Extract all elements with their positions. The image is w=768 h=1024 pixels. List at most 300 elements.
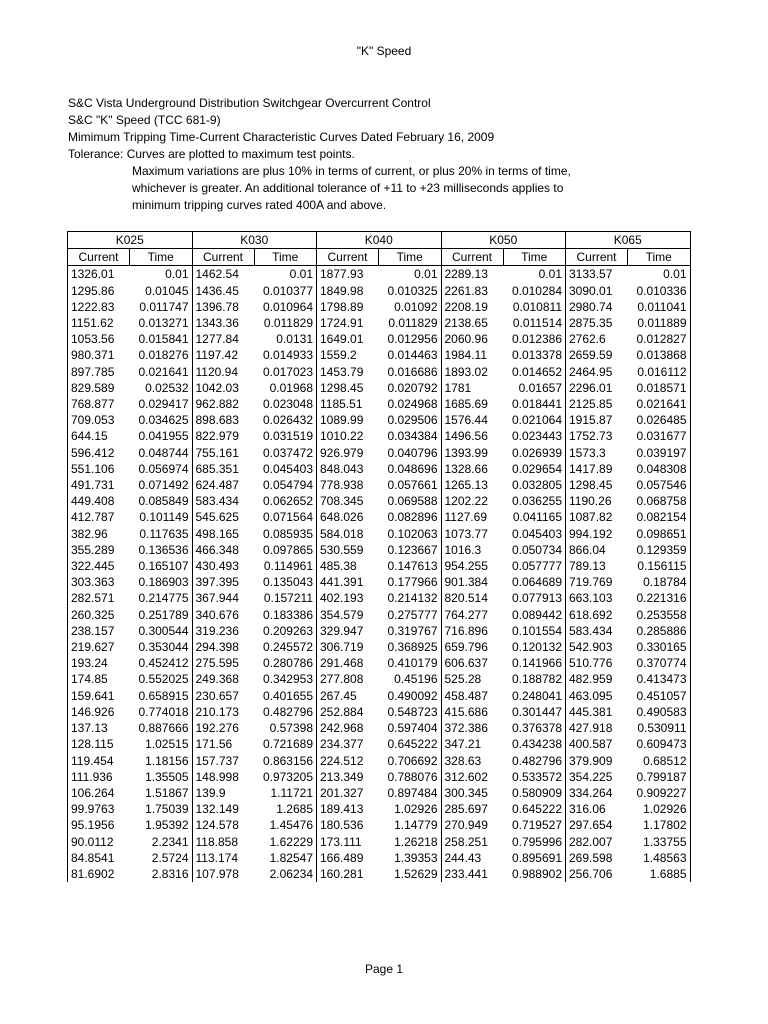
current-cell: 778.938 (317, 477, 379, 493)
time-cell: 0.068758 (628, 493, 691, 509)
table-body (68, 266, 691, 882)
tolerance-line (68, 146, 748, 163)
time-cell: 0.451057 (628, 688, 691, 704)
current-cell: 282.007 (566, 834, 628, 850)
current-cell: 498.165 (192, 526, 254, 542)
current-cell: 1496.56 (441, 428, 503, 444)
current-cell: 81.6902 (68, 866, 130, 882)
current-cell: 355.289 (68, 542, 130, 558)
current-cell: 329.947 (317, 623, 379, 639)
table-row (68, 785, 691, 801)
current-cell: 124.578 (192, 817, 254, 833)
table-row (68, 704, 691, 720)
table-row (68, 590, 691, 606)
time-cell: 1.18156 (130, 753, 193, 769)
current-cell: 3090.01 (566, 283, 628, 299)
current-cell: 1277.84 (192, 331, 254, 347)
current-cell: 1222.83 (68, 299, 130, 315)
table-row (68, 558, 691, 574)
current-cell: 764.277 (441, 607, 503, 623)
time-cell: 1.6885 (628, 866, 691, 882)
current-cell: 171.56 (192, 736, 254, 752)
current-cell: 898.683 (192, 412, 254, 428)
table-row (68, 623, 691, 639)
current-cell: 2980.74 (566, 299, 628, 315)
table-row (68, 866, 691, 882)
current-cell: 84.8541 (68, 850, 130, 866)
table-row (68, 817, 691, 833)
current-cell: 340.676 (192, 607, 254, 623)
current-cell: 2296.01 (566, 380, 628, 396)
current-cell: 118.858 (192, 834, 254, 850)
time-cell: 0.014463 (379, 347, 442, 363)
time-cell: 0.018571 (628, 380, 691, 396)
time-cell: 0.658915 (130, 688, 193, 704)
table-row (68, 850, 691, 866)
current-cell: 157.737 (192, 753, 254, 769)
time-cell: 0.01657 (503, 380, 566, 396)
time-cell: 0.020792 (379, 380, 442, 396)
time-cell: 0.010811 (503, 299, 566, 315)
time-cell: 0.011514 (503, 315, 566, 331)
current-cell: 372.386 (441, 720, 503, 736)
time-cell: 0.023048 (254, 396, 317, 412)
time-cell: 0.041165 (503, 509, 566, 525)
group-header-k025: K025 (68, 232, 193, 249)
current-cell: 224.512 (317, 753, 379, 769)
time-cell: 0.721689 (254, 736, 317, 752)
time-cell: 0.034384 (379, 428, 442, 444)
column-header-time: Time (628, 249, 691, 266)
current-cell: 1573.3 (566, 445, 628, 461)
table-row (68, 671, 691, 687)
time-cell: 0.01968 (254, 380, 317, 396)
current-cell: 1089.99 (317, 412, 379, 428)
current-cell: 618.692 (566, 607, 628, 623)
current-cell: 491.731 (68, 477, 130, 493)
current-cell: 1010.22 (317, 428, 379, 444)
time-cell: 0.011747 (130, 299, 193, 315)
time-cell: 0.013868 (628, 347, 691, 363)
current-cell: 2464.95 (566, 364, 628, 380)
time-cell: 0.45196 (379, 671, 442, 687)
current-cell: 1393.99 (441, 445, 503, 461)
time-cell: 0.895691 (503, 850, 566, 866)
time-cell: 0.010284 (503, 283, 566, 299)
current-cell: 482.959 (566, 671, 628, 687)
table-row (68, 526, 691, 542)
time-cell: 1.48563 (628, 850, 691, 866)
time-cell: 0.010377 (254, 283, 317, 299)
time-cell: 2.06234 (254, 866, 317, 882)
current-cell: 148.998 (192, 769, 254, 785)
current-cell: 583.434 (192, 493, 254, 509)
column-header-current: Current (441, 249, 503, 266)
table-row (68, 834, 691, 850)
current-cell: 260.325 (68, 607, 130, 623)
time-cell: 0.039197 (628, 445, 691, 461)
current-cell: 219.627 (68, 639, 130, 655)
current-cell: 708.345 (317, 493, 379, 509)
time-cell: 0.01 (503, 266, 566, 283)
time-cell: 0.68512 (628, 753, 691, 769)
current-cell: 709.053 (68, 412, 130, 428)
table-row (68, 801, 691, 817)
current-cell: 624.487 (192, 477, 254, 493)
tolerance-line-4: minimum tripping curves rated 400A and above. (132, 198, 387, 212)
time-cell: 0.209263 (254, 623, 317, 639)
current-cell: 189.413 (317, 801, 379, 817)
time-cell: 0.048308 (628, 461, 691, 477)
current-cell: 1436.45 (192, 283, 254, 299)
current-cell: 1326.01 (68, 266, 130, 283)
time-cell: 0.548723 (379, 704, 442, 720)
time-cell: 0.280786 (254, 655, 317, 671)
current-cell: 1649.01 (317, 331, 379, 347)
time-cell: 0.071492 (130, 477, 193, 493)
time-cell: 0.011829 (254, 315, 317, 331)
current-cell: 252.884 (317, 704, 379, 720)
time-cell: 0.186903 (130, 574, 193, 590)
time-cell: 0.533572 (503, 769, 566, 785)
current-cell: 648.026 (317, 509, 379, 525)
time-cell: 0.330165 (628, 639, 691, 655)
column-header-current: Current (317, 249, 379, 266)
time-cell: 0.017023 (254, 364, 317, 380)
time-cell: 0.490092 (379, 688, 442, 704)
time-cell: 0.057777 (503, 558, 566, 574)
time-cell: 1.33755 (628, 834, 691, 850)
current-cell: 897.785 (68, 364, 130, 380)
time-cell: 0.010325 (379, 283, 442, 299)
time-cell: 0.026432 (254, 412, 317, 428)
time-cell: 1.11721 (254, 785, 317, 801)
time-cell: 0.098651 (628, 526, 691, 542)
time-cell: 0.012827 (628, 331, 691, 347)
current-cell: 354.579 (317, 607, 379, 623)
current-cell: 768.877 (68, 396, 130, 412)
current-cell: 445.381 (566, 704, 628, 720)
current-cell: 1042.03 (192, 380, 254, 396)
current-cell: 354.225 (566, 769, 628, 785)
current-cell: 119.454 (68, 753, 130, 769)
current-cell: 137.13 (68, 720, 130, 736)
time-cell: 0.011041 (628, 299, 691, 315)
time-cell: 0.795996 (503, 834, 566, 850)
current-cell: 663.103 (566, 590, 628, 606)
time-cell: 0.01092 (379, 299, 442, 315)
time-cell: 0.799187 (628, 769, 691, 785)
table-row (68, 283, 691, 299)
time-cell: 0.045403 (254, 461, 317, 477)
time-cell: 0.01 (130, 266, 193, 283)
time-cell: 0.040796 (379, 445, 442, 461)
table-row (68, 364, 691, 380)
current-cell: 458.487 (441, 688, 503, 704)
current-cell: 95.1956 (68, 817, 130, 833)
current-cell: 644.15 (68, 428, 130, 444)
time-cell: 0.410179 (379, 655, 442, 671)
group-header-k050: K050 (441, 232, 566, 249)
time-cell: 0.774018 (130, 704, 193, 720)
table-row (68, 299, 691, 315)
column-header-current: Current (192, 249, 254, 266)
current-cell: 277.808 (317, 671, 379, 687)
current-cell: 316.06 (566, 801, 628, 817)
current-cell: 1559.2 (317, 347, 379, 363)
time-cell: 0.016686 (379, 364, 442, 380)
current-cell: 901.384 (441, 574, 503, 590)
time-cell: 1.75039 (130, 801, 193, 817)
current-cell: 1781 (441, 380, 503, 396)
time-cell: 0.010336 (628, 283, 691, 299)
current-cell: 449.408 (68, 493, 130, 509)
column-header-current: Current (566, 249, 628, 266)
table-row (68, 720, 691, 736)
time-cell: 0.165107 (130, 558, 193, 574)
current-cell: 300.345 (441, 785, 503, 801)
current-cell: 2138.65 (441, 315, 503, 331)
current-cell: 397.395 (192, 574, 254, 590)
page-header-title: "K" Speed (356, 44, 412, 58)
table-row (68, 655, 691, 671)
time-cell: 0.897484 (379, 785, 442, 801)
table-row (68, 688, 691, 704)
current-cell: 113.174 (192, 850, 254, 866)
sub-header-row (68, 249, 691, 266)
current-cell: 269.598 (566, 850, 628, 866)
time-cell: 0.048744 (130, 445, 193, 461)
current-cell: 926.979 (317, 445, 379, 461)
time-cell: 0.026485 (628, 412, 691, 428)
time-cell: 0.18784 (628, 574, 691, 590)
time-current-table (67, 231, 691, 882)
time-cell: 0.434238 (503, 736, 566, 752)
table-row (68, 396, 691, 412)
time-cell: 0.157211 (254, 590, 317, 606)
time-cell: 0.045403 (503, 526, 566, 542)
current-cell: 1087.82 (566, 509, 628, 525)
current-cell: 1396.78 (192, 299, 254, 315)
time-cell: 0.368925 (379, 639, 442, 655)
group-header-k065: K065 (566, 232, 691, 249)
time-cell: 1.45476 (254, 817, 317, 833)
current-cell: 485.38 (317, 558, 379, 574)
time-cell: 0.101554 (503, 623, 566, 639)
time-cell: 0.370774 (628, 655, 691, 671)
time-cell: 0.183386 (254, 607, 317, 623)
time-cell: 0.014652 (503, 364, 566, 380)
current-cell: 238.157 (68, 623, 130, 639)
time-cell: 0.026939 (503, 445, 566, 461)
group-header-k030: K030 (192, 232, 317, 249)
time-cell: 0.645222 (503, 801, 566, 817)
table-row (68, 769, 691, 785)
time-cell: 0.300544 (130, 623, 193, 639)
time-cell: 0.645222 (379, 736, 442, 752)
current-cell: 319.236 (192, 623, 254, 639)
time-cell: 0.251789 (130, 607, 193, 623)
time-cell: 0.021641 (628, 396, 691, 412)
time-cell: 0.01 (628, 266, 691, 283)
time-cell: 0.788076 (379, 769, 442, 785)
tolerance-first: Curves are plotted to maximum test points. (126, 147, 355, 161)
table-row (68, 639, 691, 655)
current-cell: 1752.73 (566, 428, 628, 444)
current-cell: 128.115 (68, 736, 130, 752)
current-cell: 160.281 (317, 866, 379, 882)
time-cell: 0.275777 (379, 607, 442, 623)
current-cell: 242.968 (317, 720, 379, 736)
time-cell: 0.245572 (254, 639, 317, 655)
time-cell: 0.036255 (503, 493, 566, 509)
document-intro (68, 95, 748, 214)
current-cell: 234.377 (317, 736, 379, 752)
time-cell: 0.01045 (130, 283, 193, 299)
intro-line-2: S&C "K" Speed (TCC 681-9) (68, 113, 221, 127)
current-cell: 230.657 (192, 688, 254, 704)
time-cell: 0.064689 (503, 574, 566, 590)
current-cell: 822.979 (192, 428, 254, 444)
time-cell: 0.101149 (130, 509, 193, 525)
time-cell: 0.221316 (628, 590, 691, 606)
current-cell: 789.13 (566, 558, 628, 574)
current-cell: 596.412 (68, 445, 130, 461)
current-cell: 2208.19 (441, 299, 503, 315)
table-row (68, 461, 691, 477)
current-cell: 545.625 (192, 509, 254, 525)
current-cell: 441.391 (317, 574, 379, 590)
current-cell: 412.787 (68, 509, 130, 525)
time-cell: 0.973205 (254, 769, 317, 785)
column-header-time: Time (379, 249, 442, 266)
current-cell: 180.536 (317, 817, 379, 833)
current-cell: 334.264 (566, 785, 628, 801)
time-cell: 1.02926 (379, 801, 442, 817)
column-header-time: Time (503, 249, 566, 266)
time-cell: 0.530911 (628, 720, 691, 736)
time-cell: 0.57398 (254, 720, 317, 736)
time-cell: 1.39353 (379, 850, 442, 866)
table-row (68, 266, 691, 283)
time-cell: 1.52629 (379, 866, 442, 882)
time-cell: 1.02515 (130, 736, 193, 752)
table-row (68, 380, 691, 396)
current-cell: 146.926 (68, 704, 130, 720)
time-cell: 0.069588 (379, 493, 442, 509)
current-cell: 139.9 (192, 785, 254, 801)
current-cell: 275.595 (192, 655, 254, 671)
time-cell: 1.26218 (379, 834, 442, 850)
time-cell: 0.029506 (379, 412, 442, 428)
time-cell: 0.071564 (254, 509, 317, 525)
time-cell: 0.706692 (379, 753, 442, 769)
tolerance-label: Tolerance: (68, 147, 124, 161)
time-cell: 0.097865 (254, 542, 317, 558)
current-cell: 159.641 (68, 688, 130, 704)
current-cell: 1298.45 (566, 477, 628, 493)
time-cell: 1.17802 (628, 817, 691, 833)
time-cell: 0.102063 (379, 526, 442, 542)
table-row (68, 509, 691, 525)
current-cell: 994.192 (566, 526, 628, 542)
current-cell: 606.637 (441, 655, 503, 671)
current-cell: 192.276 (192, 720, 254, 736)
current-cell: 2762.6 (566, 331, 628, 347)
time-cell: 0.057661 (379, 477, 442, 493)
time-cell: 0.114961 (254, 558, 317, 574)
time-cell: 0.120132 (503, 639, 566, 655)
time-cell: 0.015841 (130, 331, 193, 347)
time-cell: 0.057546 (628, 477, 691, 493)
time-cell: 0.135043 (254, 574, 317, 590)
time-cell: 0.085935 (254, 526, 317, 542)
group-header-k040: K040 (317, 232, 442, 249)
time-cell: 0.029654 (503, 461, 566, 477)
table-row (68, 315, 691, 331)
time-cell: 1.95392 (130, 817, 193, 833)
current-cell: 2875.35 (566, 315, 628, 331)
time-cell: 0.609473 (628, 736, 691, 752)
table-row (68, 574, 691, 590)
current-cell: 285.697 (441, 801, 503, 817)
time-cell: 0.077913 (503, 590, 566, 606)
current-cell: 3133.57 (566, 266, 628, 283)
current-cell: 1265.13 (441, 477, 503, 493)
time-cell: 0.085849 (130, 493, 193, 509)
current-cell: 954.255 (441, 558, 503, 574)
time-cell: 2.8316 (130, 866, 193, 882)
current-cell: 256.706 (566, 866, 628, 882)
current-cell: 166.489 (317, 850, 379, 866)
time-cell: 0.136536 (130, 542, 193, 558)
current-cell: 249.368 (192, 671, 254, 687)
time-cell: 0.01 (254, 266, 317, 283)
current-cell: 1190.26 (566, 493, 628, 509)
time-cell: 0.037472 (254, 445, 317, 461)
time-cell: 0.177966 (379, 574, 442, 590)
current-cell: 306.719 (317, 639, 379, 655)
time-cell: 0.021641 (130, 364, 193, 380)
current-cell: 530.559 (317, 542, 379, 558)
current-cell: 719.769 (566, 574, 628, 590)
current-cell: 367.944 (192, 590, 254, 606)
current-cell: 1417.89 (566, 461, 628, 477)
column-header-current: Current (68, 249, 130, 266)
current-cell: 1343.36 (192, 315, 254, 331)
current-cell: 1724.91 (317, 315, 379, 331)
current-cell: 2125.85 (566, 396, 628, 412)
current-cell: 132.149 (192, 801, 254, 817)
current-cell: 820.514 (441, 590, 503, 606)
current-cell: 962.882 (192, 396, 254, 412)
current-cell: 294.398 (192, 639, 254, 655)
current-cell: 297.654 (566, 817, 628, 833)
time-cell: 1.14779 (379, 817, 442, 833)
time-cell: 0.376378 (503, 720, 566, 736)
time-cell: 0.188782 (503, 671, 566, 687)
time-cell: 0.018441 (503, 396, 566, 412)
time-cell: 1.82547 (254, 850, 317, 866)
time-cell: 0.032805 (503, 477, 566, 493)
current-cell: 755.161 (192, 445, 254, 461)
current-cell: 233.441 (441, 866, 503, 882)
time-cell: 0.023443 (503, 428, 566, 444)
time-cell: 0.353044 (130, 639, 193, 655)
time-cell: 0.02532 (130, 380, 193, 396)
current-cell: 551.106 (68, 461, 130, 477)
current-cell: 542.903 (566, 639, 628, 655)
